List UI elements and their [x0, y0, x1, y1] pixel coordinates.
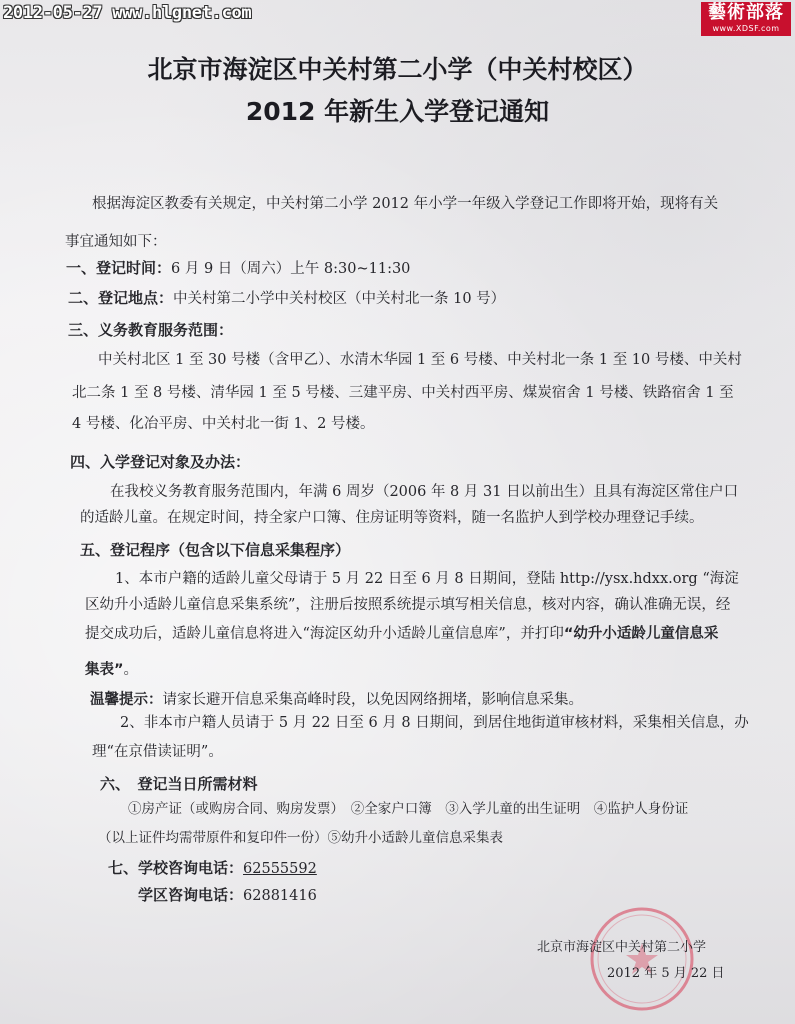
intro-line-1: 根据海淀区教委有关规定，中关村第二小学 2012 年小学一年级入学登记工作即将开始，现将有关 [92, 196, 719, 212]
procedure-form-name-end: 集表” [85, 662, 124, 678]
section-procedure-tip [90, 688, 583, 709]
notice-title-line1: 北京市海淀区中关村第二小学（中关村校区） [147, 55, 648, 84]
section-materials-line-2: （以上证件均需带原件和复印件一份）⑤幼升小适龄儿童信息采集表 [98, 830, 503, 846]
section-procedure-p1-line-3 [85, 622, 718, 643]
section-eligibility-line-1: 在我校义务教育服务范围内，年满 6 周岁（2006 年 8 月 31 日以前出生）且具有海淀区常住户口 [110, 484, 739, 500]
school-phone-number: 62555592 [243, 861, 317, 877]
logo-url: www.XDSF.com [712, 24, 780, 33]
notice-title-line2: 2012 年新生入学登记通知 [245, 97, 550, 126]
procedure-form-name: “幼升小适龄儿童信息采 [563, 626, 719, 642]
district-phone-number: 62881416 [243, 888, 317, 904]
section-materials-line-1: ①房产证（或购房合同、购房发票） ②全家户口簿 ③入学儿童的出生证明 ④监护人身份证 [128, 801, 689, 817]
school-phone-label: 七、学校咨询电话： [108, 859, 244, 877]
section-procedure-p1-line-4 [85, 658, 138, 679]
section-procedure-p1-line-2: 区幼升小适龄儿童信息采集系统”，注册后按照系统提示填写相关信息，核对内容，确认准确无误，经 [85, 597, 731, 613]
section-procedure-p1-line-1: 1、本市户籍的适龄儿童父母请于 5 月 22 日至 6 月 8 日期间，登陆 http://ysx.hdxx.org “海淀 [115, 571, 739, 587]
section-location-heading: 二、登记地点： [68, 289, 174, 307]
section-scope-line-1: 中关村北区 1 至 30 号楼（含甲乙）、水清木华园 1 至 6 号楼、中关村北一条 1 至 10 号楼、中关村 [98, 352, 742, 368]
timestamp-watermark: 2012-05-27 www.hlgnet.com [3, 3, 252, 23]
section-contact-school [108, 857, 317, 878]
section-eligibility-heading: 四、入学登记对象及办法： [70, 453, 251, 471]
section-procedure-p2-line-2: 理“在京借读证明”。 [92, 744, 223, 760]
district-phone-label: 学区咨询电话： [138, 886, 244, 904]
signature-org: 北京市海淀区中关村第二小学 [537, 940, 707, 955]
section-eligibility-line-2: 的适龄儿童。在规定时间，持全家户口簿、住房证明等资料，随一名监护人到学校办理登记手续。 [80, 510, 704, 526]
section-procedure-heading: 五、登记程序（包含以下信息采集程序） [80, 541, 351, 559]
procedure-tip-label: 温馨提示： [90, 692, 163, 708]
procedure-p1-end-punct: 。 [123, 662, 139, 678]
section-contact-district [138, 884, 317, 905]
section-materials-heading: 六、 登记当日所需材料 [100, 775, 258, 793]
signature-date: 2012 年 5 月 22 日 [607, 966, 725, 981]
section-location-text: 中关村第二小学中关村校区（中关村北一条 10 号） [173, 291, 506, 307]
logo-text: 藝術部落 [708, 2, 784, 23]
official-seal [588, 905, 696, 1013]
procedure-p1-line-3-text: 提交成功后，适龄儿童信息将进入“海淀区幼升小适龄儿童信息库”，并打印 [85, 626, 564, 642]
section-time-text: 6 月 9 日（周六）上午 8:30~11:30 [171, 261, 411, 277]
section-scope-heading: 三、义务教育服务范围： [68, 321, 234, 339]
section-time-heading: 一、登记时间： [66, 259, 172, 277]
section-procedure-p2-line-1: 2、非本市户籍人员请于 5 月 22 日至 6 月 8 日期间，到居住地街道审核材料，采集相关信息，办 [120, 715, 749, 731]
intro-line-2: 事宜通知如下： [65, 234, 167, 250]
procedure-tip-text: 请家长避开信息采集高峰时段，以免因网络拥堵，影响信息采集。 [162, 692, 583, 708]
section-location [68, 287, 505, 308]
section-scope-line-2: 北二条 1 至 8 号楼、清华园 1 至 5 号楼、三建平房、中关村西平房、煤炭宿舍 1 号楼、铁路宿舍 1 至 [72, 385, 734, 401]
section-time [66, 257, 410, 278]
section-scope-line-3: 4 号楼、化冶平房、中关村北一街 1、2 号楼。 [72, 416, 375, 432]
site-logo [701, 2, 791, 36]
